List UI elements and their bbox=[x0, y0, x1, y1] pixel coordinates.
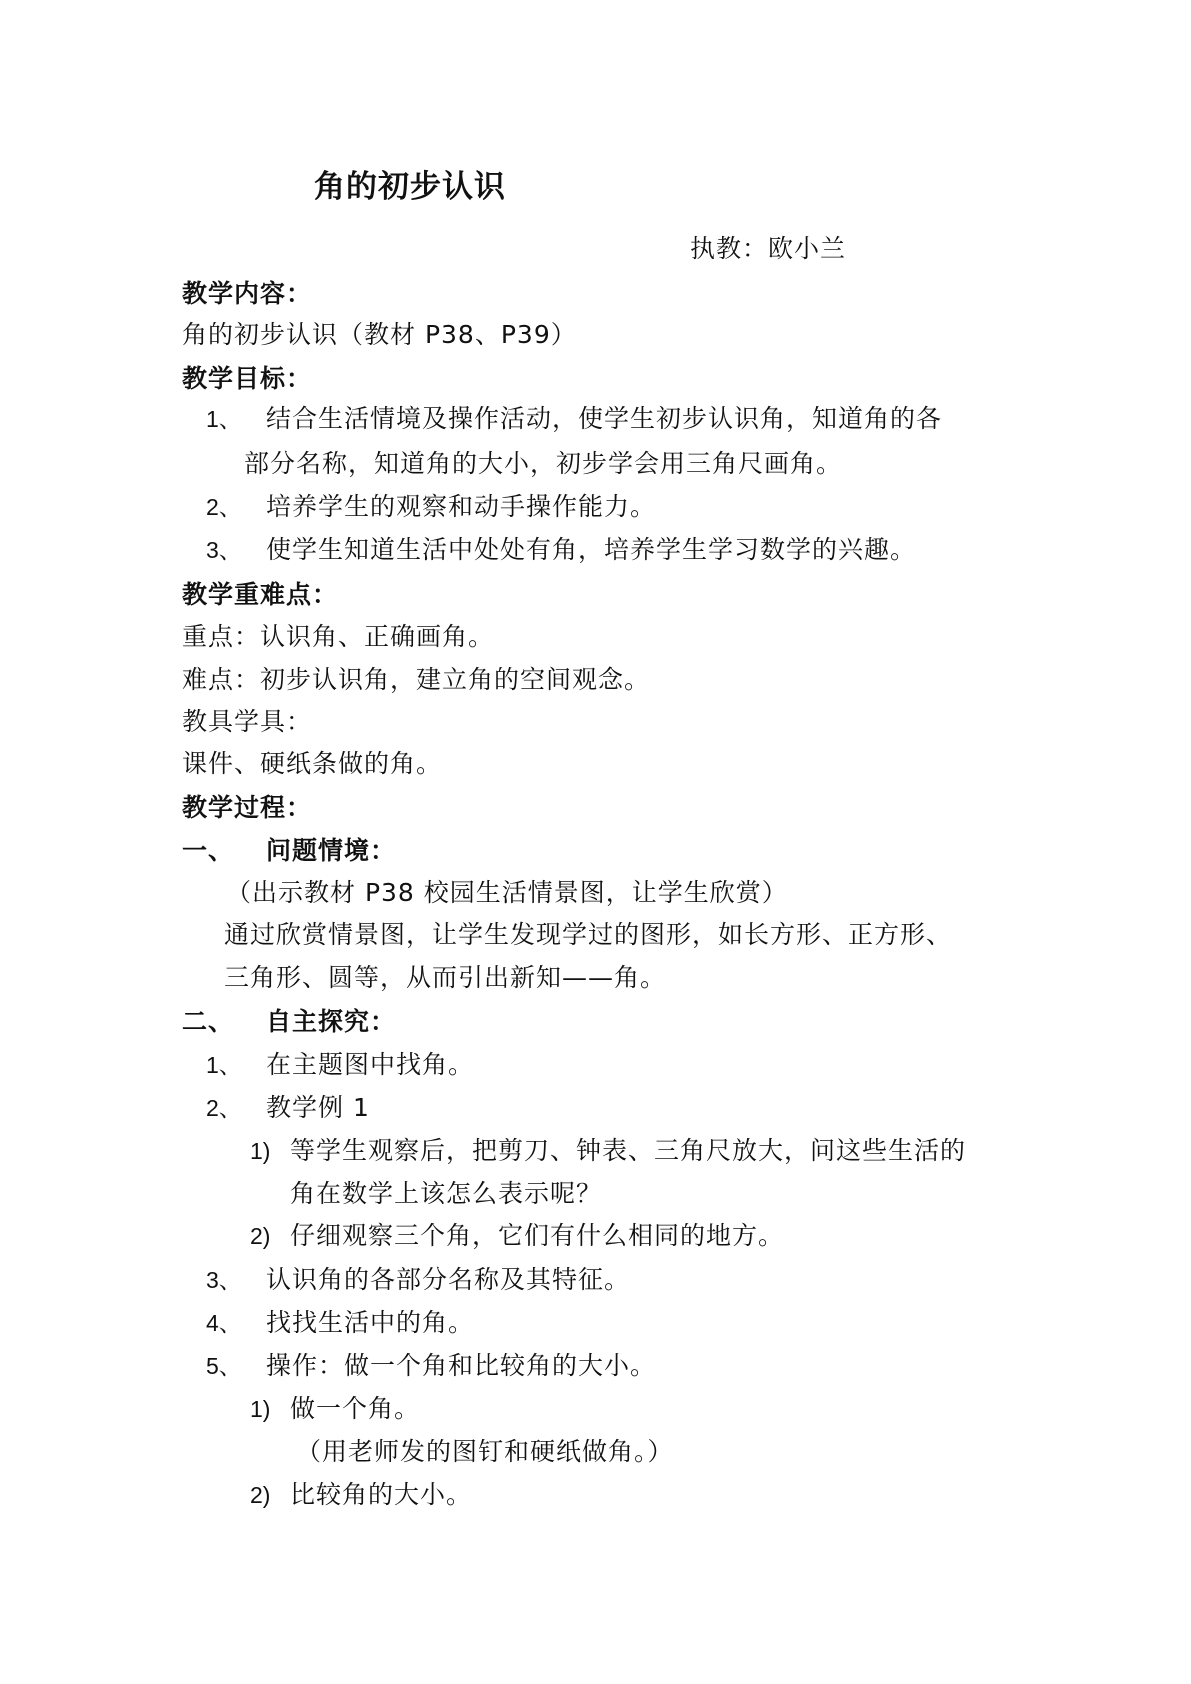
page-title: 角的初步认识 bbox=[314, 169, 506, 205]
section-2-item-3-number: 3、 bbox=[206, 1267, 242, 1293]
teacher-name: 执教：欧小兰 bbox=[690, 234, 847, 263]
goal-2-text: 培养学生的观察和动手操作能力。 bbox=[266, 492, 657, 521]
process-heading: 教学过程： bbox=[182, 793, 313, 822]
section-2-item-1-number: 1、 bbox=[206, 1052, 242, 1078]
section-1-text-continued: 三角形、圆等，从而引出新知——角。 bbox=[224, 963, 667, 992]
tools-heading: 教具学具： bbox=[182, 707, 313, 736]
example-1-subitem-1-number: 1) bbox=[250, 1138, 271, 1164]
section-2-item-2-text: 教学例 1 bbox=[266, 1093, 370, 1122]
goal-1-text: 结合生活情境及操作活动，使学生初步认识角，知道角的各 bbox=[266, 404, 943, 433]
section-1-number: 一、 bbox=[182, 836, 235, 865]
example-1-subitem-2-number: 2) bbox=[250, 1223, 271, 1249]
section-2-number: 二、 bbox=[182, 1007, 235, 1036]
goal-1-text-continued: 部分名称，知道角的大小，初步学会用三角尺画角。 bbox=[244, 449, 843, 478]
goal-3-number: 3、 bbox=[206, 537, 242, 563]
goals-heading: 教学目标： bbox=[182, 364, 313, 393]
example-1-subitem-1-text: 等学生观察后，把剪刀、钟表、三角尺放大，问这些生活的 bbox=[290, 1136, 967, 1165]
section-2-item-3-text: 认识角的各部分名称及其特征。 bbox=[266, 1265, 631, 1294]
section-2-item-1-text: 在主题图中找角。 bbox=[266, 1050, 475, 1079]
content-text: 角的初步认识（教材 P38、P39） bbox=[182, 320, 577, 349]
example-1-subitem-2-text: 仔细观察三个角，它们有什么相同的地方。 bbox=[290, 1221, 785, 1250]
keypoints-heading: 教学重难点： bbox=[182, 580, 339, 609]
content-heading: 教学内容： bbox=[182, 279, 313, 308]
operation-subitem-2-text: 比较角的大小。 bbox=[290, 1480, 473, 1509]
section-1-note: （出示教材 P38 校园生活情景图，让学生欣赏） bbox=[226, 878, 788, 907]
section-2-item-5-number: 5、 bbox=[206, 1353, 242, 1379]
operation-subitem-1-note: （用老师发的图钉和硬纸做角。） bbox=[296, 1437, 674, 1466]
operation-subitem-1-text: 做一个角。 bbox=[290, 1394, 421, 1423]
keypoint-text: 重点：认识角、正确画角。 bbox=[182, 622, 495, 651]
section-2-item-4-text: 找找生活中的角。 bbox=[266, 1308, 475, 1337]
section-2-item-2-number: 2、 bbox=[206, 1095, 242, 1121]
goal-1-number: 1、 bbox=[206, 406, 242, 432]
goal-2-number: 2、 bbox=[206, 494, 242, 520]
section-1-text: 通过欣赏情景图，让学生发现学过的图形，如长方形、正方形、 bbox=[224, 920, 953, 949]
operation-subitem-2-number: 2) bbox=[250, 1482, 271, 1508]
section-2-item-4-number: 4、 bbox=[206, 1310, 242, 1336]
section-2-item-5-text: 操作：做一个角和比较角的大小。 bbox=[266, 1351, 657, 1380]
difficulty-text: 难点：初步认识角，建立角的空间观念。 bbox=[182, 665, 651, 694]
section-1-heading: 问题情境： bbox=[266, 836, 397, 865]
tools-text: 课件、硬纸条做的角。 bbox=[182, 749, 443, 778]
goal-3-text: 使学生知道生活中处处有角，培养学生学习数学的兴趣。 bbox=[266, 535, 917, 564]
operation-subitem-1-number: 1) bbox=[250, 1396, 271, 1422]
section-2-heading: 自主探究： bbox=[266, 1007, 397, 1036]
example-1-subitem-1-text-continued: 角在数学上该怎么表示呢？ bbox=[290, 1179, 603, 1208]
